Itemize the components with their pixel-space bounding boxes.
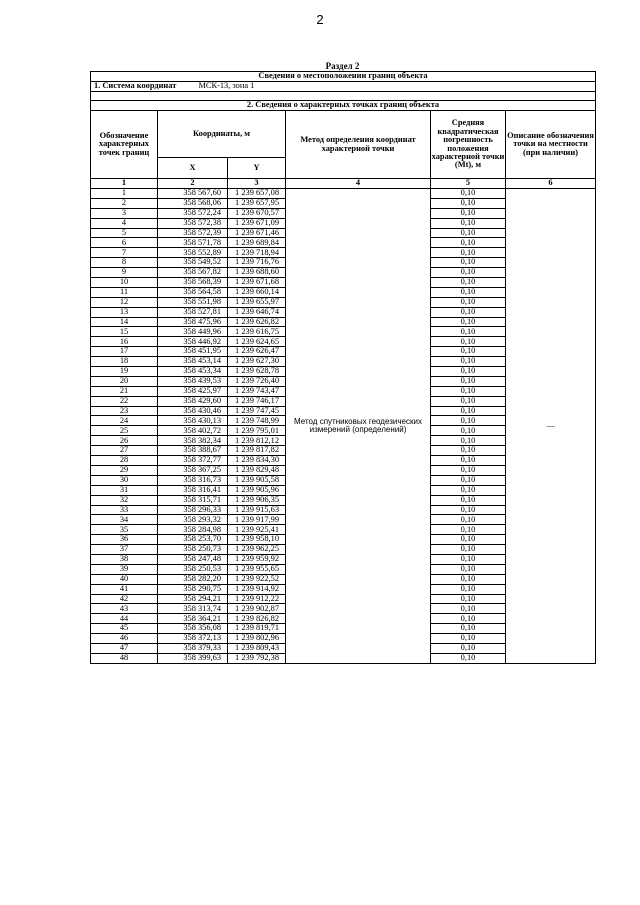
accuracy-cell: 0,10 xyxy=(431,376,506,386)
y-coordinate-cell: 1 239 792,38 xyxy=(228,653,286,663)
table-row xyxy=(91,189,596,199)
x-coordinate-cell: 358 382,34 xyxy=(158,436,228,446)
point-number-cell: 11 xyxy=(91,287,158,297)
point-number-cell: 47 xyxy=(91,643,158,653)
y-coordinate-cell: 1 239 655,97 xyxy=(228,297,286,307)
x-coordinate-cell: 358 475,96 xyxy=(158,317,228,327)
y-coordinate-cell: 1 239 955,65 xyxy=(228,564,286,574)
coordinates-column-header: Координаты, м xyxy=(158,111,286,158)
point-number-cell: 33 xyxy=(91,505,158,515)
point-number-cell: 14 xyxy=(91,317,158,327)
accuracy-cell: 0,10 xyxy=(431,218,506,228)
x-coordinate-cell: 358 313,74 xyxy=(158,604,228,614)
x-coordinate-cell: 358 571,78 xyxy=(158,238,228,248)
accuracy-cell: 0,10 xyxy=(431,436,506,446)
accuracy-cell: 0,10 xyxy=(431,268,506,278)
x-coordinate-cell: 358 552,89 xyxy=(158,248,228,258)
x-coordinate-cell: 358 567,60 xyxy=(158,189,228,199)
y-coordinate-cell: 1 239 657,95 xyxy=(228,198,286,208)
accuracy-cell: 0,10 xyxy=(431,248,506,258)
point-number-cell: 20 xyxy=(91,376,158,386)
point-number-cell: 26 xyxy=(91,436,158,446)
y-coordinate-cell: 1 239 626,82 xyxy=(228,317,286,327)
x-coordinate-cell: 358 316,73 xyxy=(158,475,228,485)
accuracy-cell: 0,10 xyxy=(431,604,506,614)
accuracy-cell: 0,10 xyxy=(431,574,506,584)
point-number-cell: 21 xyxy=(91,386,158,396)
accuracy-cell: 0,10 xyxy=(431,535,506,545)
y-coordinate-cell: 1 239 626,47 xyxy=(228,347,286,357)
y-coordinate-cell: 1 239 671,68 xyxy=(228,278,286,288)
x-coordinate-cell: 358 453,34 xyxy=(158,367,228,377)
point-number-cell: 46 xyxy=(91,634,158,644)
y-coordinate-cell: 1 239 819,71 xyxy=(228,624,286,634)
coordinate-system-value: МСК-13, зона 1 xyxy=(198,81,255,91)
x-coordinate-cell: 358 290,75 xyxy=(158,584,228,594)
x-column-header: X xyxy=(158,158,228,179)
accuracy-cell: 0,10 xyxy=(431,525,506,535)
point-number-cell: 7 xyxy=(91,248,158,258)
point-number-cell: 31 xyxy=(91,485,158,495)
accuracy-cell: 0,10 xyxy=(431,198,506,208)
y-coordinate-cell: 1 239 834,30 xyxy=(228,456,286,466)
point-number-cell: 12 xyxy=(91,297,158,307)
point-number-cell: 35 xyxy=(91,525,158,535)
accuracy-cell: 0,10 xyxy=(431,189,506,199)
accuracy-cell: 0,10 xyxy=(431,238,506,248)
y-coordinate-cell: 1 239 917,99 xyxy=(228,515,286,525)
y-coordinate-cell: 1 239 646,74 xyxy=(228,307,286,317)
column-number: 5 xyxy=(431,179,506,189)
point-number-cell: 37 xyxy=(91,545,158,555)
accuracy-cell: 0,10 xyxy=(431,505,506,515)
x-coordinate-cell: 358 372,13 xyxy=(158,634,228,644)
accuracy-cell: 0,10 xyxy=(431,614,506,624)
x-coordinate-cell: 358 572,39 xyxy=(158,228,228,238)
accuracy-cell: 0,10 xyxy=(431,406,506,416)
y-coordinate-cell: 1 239 829,48 xyxy=(228,465,286,475)
point-number-cell: 9 xyxy=(91,268,158,278)
y-coordinate-cell: 1 239 689,84 xyxy=(228,238,286,248)
accuracy-cell: 0,10 xyxy=(431,485,506,495)
x-coordinate-cell: 358 247,48 xyxy=(158,554,228,564)
point-number-cell: 41 xyxy=(91,584,158,594)
accuracy-cell: 0,10 xyxy=(431,554,506,564)
x-coordinate-cell: 358 250,73 xyxy=(158,545,228,555)
x-coordinate-cell: 358 453,14 xyxy=(158,357,228,367)
accuracy-cell: 0,10 xyxy=(431,287,506,297)
y-coordinate-cell: 1 239 671,09 xyxy=(228,218,286,228)
x-coordinate-cell: 358 372,77 xyxy=(158,456,228,466)
point-number-cell: 23 xyxy=(91,406,158,416)
accuracy-column-header: Средняя квадратическая погрешность положения характерной точки (Mt), м xyxy=(431,111,506,179)
y-coordinate-cell: 1 239 795,01 xyxy=(228,426,286,436)
point-number-cell: 42 xyxy=(91,594,158,604)
x-coordinate-cell: 358 315,71 xyxy=(158,495,228,505)
x-coordinate-cell: 358 572,38 xyxy=(158,218,228,228)
accuracy-cell: 0,10 xyxy=(431,386,506,396)
point-number-cell: 48 xyxy=(91,653,158,663)
x-coordinate-cell: 358 568,06 xyxy=(158,198,228,208)
y-coordinate-cell: 1 239 670,57 xyxy=(228,208,286,218)
y-coordinate-cell: 1 239 925,41 xyxy=(228,525,286,535)
y-coordinate-cell: 1 239 812,12 xyxy=(228,436,286,446)
y-coordinate-cell: 1 239 922,52 xyxy=(228,574,286,584)
y-coordinate-cell: 1 239 826,82 xyxy=(228,614,286,624)
accuracy-cell: 0,10 xyxy=(431,624,506,634)
y-coordinate-cell: 1 239 914,92 xyxy=(228,584,286,594)
point-number-cell: 6 xyxy=(91,238,158,248)
column-number: 3 xyxy=(228,179,286,189)
accuracy-cell: 0,10 xyxy=(431,307,506,317)
x-coordinate-cell: 358 572,24 xyxy=(158,208,228,218)
x-coordinate-cell: 358 449,96 xyxy=(158,327,228,337)
x-coordinate-cell: 358 425,97 xyxy=(158,386,228,396)
point-number-cell: 3 xyxy=(91,208,158,218)
x-coordinate-cell: 358 250,53 xyxy=(158,564,228,574)
x-coordinate-cell: 358 316,41 xyxy=(158,485,228,495)
accuracy-cell: 0,10 xyxy=(431,416,506,426)
accuracy-cell: 0,10 xyxy=(431,297,506,307)
accuracy-cell: 0,10 xyxy=(431,258,506,268)
accuracy-cell: 0,10 xyxy=(431,426,506,436)
point-number-cell: 17 xyxy=(91,347,158,357)
point-number-cell: 38 xyxy=(91,554,158,564)
accuracy-cell: 0,10 xyxy=(431,643,506,653)
accuracy-cell: 0,10 xyxy=(431,475,506,485)
accuracy-cell: 0,10 xyxy=(431,347,506,357)
coordinate-system-row xyxy=(91,82,596,92)
column-number: 6 xyxy=(506,179,596,189)
point-number-cell: 5 xyxy=(91,228,158,238)
x-coordinate-cell: 358 402,72 xyxy=(158,426,228,436)
y-coordinate-cell: 1 239 748,99 xyxy=(228,416,286,426)
x-coordinate-cell: 358 430,46 xyxy=(158,406,228,416)
y-coordinate-cell: 1 239 688,60 xyxy=(228,268,286,278)
accuracy-cell: 0,10 xyxy=(431,357,506,367)
point-number-cell: 45 xyxy=(91,624,158,634)
y-coordinate-cell: 1 239 627,30 xyxy=(228,357,286,367)
x-coordinate-cell: 358 282,20 xyxy=(158,574,228,584)
point-number-cell: 29 xyxy=(91,465,158,475)
accuracy-cell: 0,10 xyxy=(431,594,506,604)
point-number-cell: 27 xyxy=(91,446,158,456)
y-coordinate-cell: 1 239 671,46 xyxy=(228,228,286,238)
accuracy-cell: 0,10 xyxy=(431,337,506,347)
point-number-cell: 34 xyxy=(91,515,158,525)
accuracy-cell: 0,10 xyxy=(431,495,506,505)
point-number-cell: 10 xyxy=(91,278,158,288)
y-coordinate-cell: 1 239 817,82 xyxy=(228,446,286,456)
y-coordinate-cell: 1 239 628,78 xyxy=(228,367,286,377)
point-number-cell: 40 xyxy=(91,574,158,584)
point-number-cell: 8 xyxy=(91,258,158,268)
accuracy-cell: 0,10 xyxy=(431,327,506,337)
accuracy-cell: 0,10 xyxy=(431,278,506,288)
x-coordinate-cell: 358 568,39 xyxy=(158,278,228,288)
point-number-cell: 22 xyxy=(91,396,158,406)
point-number-cell: 1 xyxy=(91,189,158,199)
designation-column-header: Обозначение характерных точек границ xyxy=(91,111,158,179)
y-coordinate-cell: 1 239 657,08 xyxy=(228,189,286,199)
y-coordinate-cell: 1 239 716,76 xyxy=(228,258,286,268)
point-number-cell: 25 xyxy=(91,426,158,436)
method-cell: Метод спутниковых геодезических измерений (определений) xyxy=(286,189,431,664)
y-coordinate-cell: 1 239 616,75 xyxy=(228,327,286,337)
point-number-cell: 19 xyxy=(91,367,158,377)
column-number: 4 xyxy=(286,179,431,189)
x-coordinate-cell: 358 356,08 xyxy=(158,624,228,634)
point-number-cell: 2 xyxy=(91,198,158,208)
point-number-cell: 15 xyxy=(91,327,158,337)
object-boundaries-header: Сведения о местоположении границ объекта xyxy=(91,72,596,82)
y-coordinate-cell: 1 239 660,14 xyxy=(228,287,286,297)
y-coordinate-cell: 1 239 746,17 xyxy=(228,396,286,406)
x-coordinate-cell: 358 294,21 xyxy=(158,594,228,604)
point-number-cell: 24 xyxy=(91,416,158,426)
accuracy-cell: 0,10 xyxy=(431,465,506,475)
characteristic-points-header: 2. Сведения о характерных точках границ объекта xyxy=(91,101,596,111)
accuracy-cell: 0,10 xyxy=(431,545,506,555)
accuracy-cell: 0,10 xyxy=(431,317,506,327)
accuracy-cell: 0,10 xyxy=(431,456,506,466)
x-coordinate-cell: 358 446,92 xyxy=(158,337,228,347)
x-coordinate-cell: 358 429,60 xyxy=(158,396,228,406)
x-coordinate-cell: 358 253,70 xyxy=(158,535,228,545)
point-number-cell: 39 xyxy=(91,564,158,574)
accuracy-cell: 0,10 xyxy=(431,564,506,574)
point-number-cell: 30 xyxy=(91,475,158,485)
x-coordinate-cell: 358 430,13 xyxy=(158,416,228,426)
y-coordinate-cell: 1 239 906,35 xyxy=(228,495,286,505)
boundary-points-table xyxy=(90,71,596,664)
accuracy-cell: 0,10 xyxy=(431,653,506,663)
description-column-header: Описание обозначения точки на местности (при наличии) xyxy=(506,111,596,179)
accuracy-cell: 0,10 xyxy=(431,584,506,594)
y-coordinate-cell: 1 239 718,94 xyxy=(228,248,286,258)
accuracy-cell: 0,10 xyxy=(431,208,506,218)
point-number-cell: 13 xyxy=(91,307,158,317)
y-coordinate-cell: 1 239 624,65 xyxy=(228,337,286,347)
accuracy-cell: 0,10 xyxy=(431,228,506,238)
y-coordinate-cell: 1 239 962,25 xyxy=(228,545,286,555)
y-coordinate-cell: 1 239 905,96 xyxy=(228,485,286,495)
description-cell: — xyxy=(506,189,596,664)
point-number-cell: 18 xyxy=(91,357,158,367)
y-coordinate-cell: 1 239 743,47 xyxy=(228,386,286,396)
page-number: 2 xyxy=(316,12,324,27)
spacer-row xyxy=(91,92,596,101)
point-number-cell: 43 xyxy=(91,604,158,614)
y-coordinate-cell: 1 239 726,40 xyxy=(228,376,286,386)
point-number-cell: 36 xyxy=(91,535,158,545)
section-title: Раздел 2 xyxy=(325,61,360,71)
y-column-header: Y xyxy=(228,158,286,179)
y-coordinate-cell: 1 239 915,63 xyxy=(228,505,286,515)
x-coordinate-cell: 358 551,98 xyxy=(158,297,228,307)
x-coordinate-cell: 358 549,52 xyxy=(158,258,228,268)
y-coordinate-cell: 1 239 912,22 xyxy=(228,594,286,604)
y-coordinate-cell: 1 239 958,10 xyxy=(228,535,286,545)
y-coordinate-cell: 1 239 905,58 xyxy=(228,475,286,485)
x-coordinate-cell: 358 364,21 xyxy=(158,614,228,624)
accuracy-cell: 0,10 xyxy=(431,396,506,406)
accuracy-cell: 0,10 xyxy=(431,446,506,456)
column-number: 1 xyxy=(91,179,158,189)
x-coordinate-cell: 358 451,95 xyxy=(158,347,228,357)
point-number-cell: 16 xyxy=(91,337,158,347)
x-coordinate-cell: 358 367,25 xyxy=(158,465,228,475)
accuracy-cell: 0,10 xyxy=(431,634,506,644)
x-coordinate-cell: 358 564,58 xyxy=(158,287,228,297)
method-column-header: Метод определения координат характерной точки xyxy=(286,111,431,179)
accuracy-cell: 0,10 xyxy=(431,367,506,377)
point-number-cell: 28 xyxy=(91,456,158,466)
y-coordinate-cell: 1 239 747,45 xyxy=(228,406,286,416)
y-coordinate-cell: 1 239 959,92 xyxy=(228,554,286,564)
x-coordinate-cell: 358 284,98 xyxy=(158,525,228,535)
y-coordinate-cell: 1 239 802,96 xyxy=(228,634,286,644)
x-coordinate-cell: 358 379,33 xyxy=(158,643,228,653)
column-number: 2 xyxy=(158,179,228,189)
accuracy-cell: 0,10 xyxy=(431,515,506,525)
x-coordinate-cell: 358 296,33 xyxy=(158,505,228,515)
x-coordinate-cell: 358 439,53 xyxy=(158,376,228,386)
point-number-cell: 32 xyxy=(91,495,158,505)
y-coordinate-cell: 1 239 902,87 xyxy=(228,604,286,614)
x-coordinate-cell: 358 293,32 xyxy=(158,515,228,525)
x-coordinate-cell: 358 399,63 xyxy=(158,653,228,663)
x-coordinate-cell: 358 388,67 xyxy=(158,446,228,456)
point-number-cell: 44 xyxy=(91,614,158,624)
y-coordinate-cell: 1 239 809,43 xyxy=(228,643,286,653)
x-coordinate-cell: 358 527,81 xyxy=(158,307,228,317)
point-number-cell: 4 xyxy=(91,218,158,228)
coordinate-system-label: 1. Система координат xyxy=(94,81,177,91)
x-coordinate-cell: 358 567,82 xyxy=(158,268,228,278)
